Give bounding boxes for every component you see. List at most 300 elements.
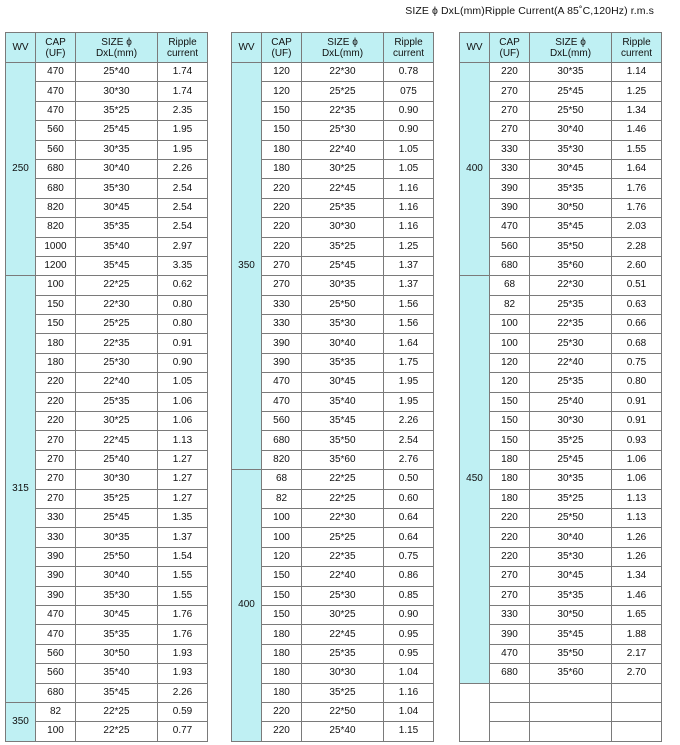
ripple-cell: 0.64 (384, 528, 434, 547)
cap-cell: 390 (490, 625, 530, 644)
size-cell: 22*45 (76, 431, 158, 450)
wv-cell: 450 (460, 276, 490, 683)
ripple-cell: 1.34 (612, 101, 662, 120)
header-line: (UF) (499, 47, 520, 59)
size-cell: 30*50 (530, 198, 612, 217)
ripple-cell: 0.59 (158, 702, 208, 721)
ripple-cell: 1.06 (158, 412, 208, 431)
size-cell: 25*45 (302, 256, 384, 275)
ripple-cell: 0.90 (384, 121, 434, 140)
ripple-cell: 2.26 (158, 683, 208, 702)
header-ripple (612, 33, 662, 63)
table-row (232, 218, 434, 237)
table-row (6, 605, 208, 624)
cap-cell: 270 (262, 276, 302, 295)
table-row (232, 353, 434, 372)
table-row (6, 547, 208, 566)
size-cell: 25*25 (302, 528, 384, 547)
ripple-cell: 0.90 (384, 101, 434, 120)
cap-cell: 220 (262, 702, 302, 721)
cap-cell: 220 (262, 237, 302, 256)
table-row (232, 256, 434, 275)
size-cell: 35*45 (76, 683, 158, 702)
header-size (530, 33, 612, 63)
cap-cell: 330 (262, 295, 302, 314)
table-row (6, 256, 208, 275)
table-row (6, 334, 208, 353)
cap-cell: 82 (262, 489, 302, 508)
size-cell: 35*60 (530, 664, 612, 683)
size-cell: 25*50 (530, 508, 612, 527)
size-cell: 30*50 (530, 605, 612, 624)
ripple-cell: 1.05 (384, 159, 434, 178)
size-cell: 22*40 (302, 140, 384, 159)
table-row (6, 179, 208, 198)
cap-cell: 1000 (36, 237, 76, 256)
header-row (460, 33, 662, 63)
table-row (460, 470, 662, 489)
table-row (232, 237, 434, 256)
table-row (6, 586, 208, 605)
size-cell: 25*45 (530, 450, 612, 469)
size-cell: 30*35 (76, 528, 158, 547)
wv-cell (460, 683, 490, 741)
ripple-cell: 1.56 (384, 295, 434, 314)
ripple-cell: 1.16 (384, 198, 434, 217)
table-row (232, 431, 434, 450)
header-cap (36, 33, 76, 63)
table-row (460, 101, 662, 120)
table-row (6, 198, 208, 217)
size-cell: 30*45 (76, 198, 158, 217)
table-row (6, 315, 208, 334)
ripple-cell: 2.54 (158, 198, 208, 217)
table-row (232, 334, 434, 353)
spec-table-2 (231, 32, 434, 742)
ripple-cell: 0.80 (158, 295, 208, 314)
cap-cell: 220 (490, 528, 530, 547)
size-cell: 30*40 (530, 121, 612, 140)
ripple-cell: 0.78 (384, 63, 434, 82)
ripple-cell: 0.80 (158, 315, 208, 334)
table-row (460, 159, 662, 178)
size-cell: 25*25 (302, 82, 384, 101)
wv-cell: 350 (6, 702, 36, 741)
size-cell: 35*35 (302, 353, 384, 372)
ripple-cell: 0.90 (384, 605, 434, 624)
cap-cell: 150 (262, 101, 302, 120)
cap-cell: 180 (490, 450, 530, 469)
ripple-cell (612, 683, 662, 702)
cap-cell: 390 (262, 353, 302, 372)
spec-table-1 (5, 32, 208, 742)
size-cell: 35*25 (76, 101, 158, 120)
table-row (6, 470, 208, 489)
table-row (232, 101, 434, 120)
header-row (232, 33, 434, 63)
cap-cell: 100 (262, 508, 302, 527)
ripple-cell: 1.76 (612, 179, 662, 198)
table-row (6, 63, 208, 82)
cap-cell: 180 (490, 470, 530, 489)
wv-cell: 350 (232, 63, 262, 470)
cap-cell: 150 (262, 121, 302, 140)
cap-cell: 100 (490, 315, 530, 334)
cap-cell: 560 (262, 412, 302, 431)
size-cell: 25*40 (530, 392, 612, 411)
size-cell: 22*50 (302, 702, 384, 721)
ripple-cell: 1.13 (612, 489, 662, 508)
cap-cell: 120 (262, 547, 302, 566)
ripple-cell: 1.06 (612, 470, 662, 489)
header-line: SIZE ϕ (101, 36, 132, 48)
ripple-cell: 0.93 (612, 431, 662, 450)
ripple-cell: 1.95 (384, 373, 434, 392)
table-row (460, 179, 662, 198)
table-row (232, 276, 434, 295)
size-cell: 22*25 (76, 722, 158, 741)
ripple-cell: 1.54 (158, 547, 208, 566)
ripple-cell: 0.91 (612, 412, 662, 431)
size-cell: 30*30 (76, 470, 158, 489)
table-row (460, 373, 662, 392)
size-cell: 25*50 (76, 547, 158, 566)
table-row (460, 237, 662, 256)
cap-cell: 390 (36, 547, 76, 566)
cap-cell: 100 (262, 528, 302, 547)
cap-cell: 470 (36, 63, 76, 82)
ripple-cell: 1.76 (612, 198, 662, 217)
cap-cell: 180 (262, 140, 302, 159)
cap-cell: 120 (490, 373, 530, 392)
cap-cell: 470 (490, 644, 530, 663)
cap-cell: 150 (36, 295, 76, 314)
table-row (460, 198, 662, 217)
table-row (232, 528, 434, 547)
header-line: (UF) (45, 47, 66, 59)
size-cell: 35*30 (302, 315, 384, 334)
ripple-cell: 1.15 (384, 722, 434, 741)
size-cell: 25*35 (302, 644, 384, 663)
ripple-cell: 1.55 (158, 567, 208, 586)
ripple-cell: 0.62 (158, 276, 208, 295)
cap-cell: 680 (36, 683, 76, 702)
size-cell: 35*30 (530, 547, 612, 566)
cap-cell: 470 (36, 82, 76, 101)
cap-cell: 820 (262, 450, 302, 469)
table-row (6, 101, 208, 120)
size-cell: 22*30 (302, 508, 384, 527)
table-row (232, 470, 434, 489)
ripple-cell: 1.25 (384, 237, 434, 256)
table-row (460, 567, 662, 586)
size-cell: 35*25 (76, 489, 158, 508)
cap-cell: 270 (490, 101, 530, 120)
header-wv: WV (460, 33, 490, 63)
ripple-cell: 0.90 (158, 353, 208, 372)
cap-cell: 68 (490, 276, 530, 295)
cap-cell: 220 (262, 218, 302, 237)
size-cell: 35*50 (530, 644, 612, 663)
cap-cell: 180 (262, 664, 302, 683)
size-cell: 30*45 (530, 567, 612, 586)
ripple-cell: 1.16 (384, 683, 434, 702)
ripple-cell: 1.35 (158, 508, 208, 527)
header-line: current (620, 47, 653, 59)
header-line: CAP (271, 36, 292, 48)
cap-cell: 150 (490, 392, 530, 411)
cap-cell: 470 (36, 605, 76, 624)
cap-cell (490, 683, 530, 702)
size-cell: 30*30 (302, 664, 384, 683)
size-cell: 22*40 (302, 567, 384, 586)
wv-cell: 250 (6, 63, 36, 276)
ripple-cell: 1.95 (384, 392, 434, 411)
size-cell: 30*30 (530, 412, 612, 431)
cap-cell: 270 (36, 470, 76, 489)
ripple-cell: 1.05 (384, 140, 434, 159)
size-cell: 22*25 (76, 702, 158, 721)
ripple-cell: 1.64 (384, 334, 434, 353)
table-row (232, 63, 434, 82)
cap-cell: 470 (490, 218, 530, 237)
ripple-cell: 0.50 (384, 470, 434, 489)
header-line: DxL(mm) (549, 47, 592, 59)
ripple-cell: 2.76 (384, 450, 434, 469)
size-cell: 25*30 (302, 121, 384, 140)
cap-cell: 150 (490, 431, 530, 450)
ripple-cell: 3.35 (158, 256, 208, 275)
cap-cell: 150 (262, 567, 302, 586)
cap-cell: 82 (490, 295, 530, 314)
header-line: DxL(mm) (321, 47, 364, 59)
size-cell: 25*35 (302, 198, 384, 217)
size-cell: 35*25 (530, 489, 612, 508)
ripple-cell: 0.64 (384, 508, 434, 527)
size-cell: 22*30 (530, 276, 612, 295)
table-row (460, 605, 662, 624)
cap-cell: 390 (36, 567, 76, 586)
cap-cell: 270 (262, 256, 302, 275)
cap-cell (490, 702, 530, 721)
size-cell: 22*40 (530, 353, 612, 372)
table-row (232, 198, 434, 217)
ripple-cell: 2.54 (158, 218, 208, 237)
cap-cell: 1200 (36, 256, 76, 275)
ripple-cell: 1.26 (612, 528, 662, 547)
cap-cell: 82 (36, 702, 76, 721)
cap-cell: 68 (262, 470, 302, 489)
spec-table-3 (459, 32, 662, 742)
table-row (460, 450, 662, 469)
header-ripple (384, 33, 434, 63)
table-row (460, 218, 662, 237)
table-row (232, 412, 434, 431)
header-line: SIZE ϕ (555, 36, 586, 48)
ripple-cell (612, 702, 662, 721)
header-line: CAP (45, 36, 66, 48)
header-line: current (166, 47, 199, 59)
size-cell: 30*40 (530, 528, 612, 547)
table-row (460, 295, 662, 314)
ripple-cell: 1.37 (384, 276, 434, 295)
cap-cell: 180 (262, 625, 302, 644)
ripple-cell: 1.37 (384, 256, 434, 275)
size-cell: 30*35 (530, 63, 612, 82)
ripple-cell: 0.95 (384, 644, 434, 663)
ripple-cell: 1.16 (384, 179, 434, 198)
header-line: SIZE ϕ (327, 36, 358, 48)
size-cell (530, 683, 612, 702)
size-cell: 25*50 (302, 295, 384, 314)
table-row (6, 159, 208, 178)
ripple-cell: 2.17 (612, 644, 662, 663)
size-cell: 25*45 (76, 121, 158, 140)
ripple-cell: 1.55 (612, 140, 662, 159)
table-row (232, 625, 434, 644)
table-row (232, 586, 434, 605)
ripple-cell: 1.05 (158, 373, 208, 392)
table-row (460, 392, 662, 411)
cap-cell: 470 (262, 392, 302, 411)
size-cell: 30*40 (76, 159, 158, 178)
ripple-cell: 2.54 (384, 431, 434, 450)
cap-cell: 220 (262, 198, 302, 217)
size-cell (530, 702, 612, 721)
cap-cell: 390 (490, 179, 530, 198)
cap-cell: 270 (490, 567, 530, 586)
table-row (232, 664, 434, 683)
size-cell: 35*35 (530, 586, 612, 605)
table-caption: SIZE ϕ DxL(mm)Ripple Current(A 85˚C,120Hz) r.m.s (405, 5, 654, 17)
cap-cell: 100 (36, 722, 76, 741)
table-row (6, 373, 208, 392)
header-wv: WV (232, 33, 262, 63)
cap-cell: 560 (36, 644, 76, 663)
cap-cell: 180 (262, 644, 302, 663)
size-cell: 30*50 (76, 644, 158, 663)
cap-cell: 220 (36, 392, 76, 411)
ripple-cell: 2.70 (612, 664, 662, 683)
ripple-cell: 1.95 (158, 140, 208, 159)
size-cell: 30*45 (530, 159, 612, 178)
wv-cell: 400 (460, 63, 490, 276)
size-cell: 25*45 (76, 508, 158, 527)
size-cell: 35*45 (530, 218, 612, 237)
table-row (6, 295, 208, 314)
table-row (460, 121, 662, 140)
ripple-cell: 1.93 (158, 644, 208, 663)
cap-cell: 270 (36, 489, 76, 508)
cap-cell: 150 (262, 586, 302, 605)
cap-cell: 120 (262, 82, 302, 101)
cap-cell: 680 (36, 179, 76, 198)
cap-cell: 680 (262, 431, 302, 450)
cap-cell: 100 (36, 276, 76, 295)
ripple-cell: 1.14 (612, 63, 662, 82)
table-row (6, 450, 208, 469)
table-row (232, 489, 434, 508)
size-cell: 35*25 (530, 431, 612, 450)
table-row (6, 644, 208, 663)
size-cell: 22*35 (302, 101, 384, 120)
header-ripple (158, 33, 208, 63)
cap-cell: 330 (36, 528, 76, 547)
table-row (460, 528, 662, 547)
cap-cell: 270 (36, 450, 76, 469)
size-cell: 25*30 (76, 353, 158, 372)
ripple-cell: 1.04 (384, 702, 434, 721)
table-row (6, 567, 208, 586)
table-row (460, 431, 662, 450)
table-row (460, 625, 662, 644)
ripple-cell: 1.64 (612, 159, 662, 178)
ripple-cell: 2.35 (158, 101, 208, 120)
table-row (460, 412, 662, 431)
cap-cell: 150 (490, 412, 530, 431)
ripple-cell: 0.68 (612, 334, 662, 353)
cap-cell: 390 (36, 586, 76, 605)
cap-cell: 270 (36, 431, 76, 450)
table-row (6, 353, 208, 372)
table-row (6, 276, 208, 295)
size-cell: 22*30 (76, 295, 158, 314)
size-cell: 35*35 (76, 218, 158, 237)
ripple-cell: 1.04 (384, 664, 434, 683)
table-row (232, 547, 434, 566)
size-cell: 30*35 (76, 140, 158, 159)
size-cell: 22*25 (76, 276, 158, 295)
size-cell: 35*50 (530, 237, 612, 256)
size-cell: 22*25 (302, 489, 384, 508)
header-row (6, 33, 208, 63)
table-row (460, 508, 662, 527)
cap-cell: 180 (36, 353, 76, 372)
table-row (232, 159, 434, 178)
ripple-cell: 1.13 (158, 431, 208, 450)
ripple-cell: 0.75 (612, 353, 662, 372)
size-cell: 25*25 (76, 315, 158, 334)
table-row (460, 722, 662, 741)
wv-cell: 400 (232, 470, 262, 741)
table-row (232, 295, 434, 314)
size-cell: 22*35 (302, 547, 384, 566)
header-line: Ripple (394, 36, 423, 48)
table-row (6, 489, 208, 508)
size-cell: 35*45 (302, 412, 384, 431)
size-cell: 30*25 (302, 159, 384, 178)
size-cell: 30*30 (76, 82, 158, 101)
ripple-cell: 1.65 (612, 605, 662, 624)
ripple-cell: 1.27 (158, 450, 208, 469)
cap-cell: 680 (490, 664, 530, 683)
cap-cell: 180 (490, 489, 530, 508)
ripple-cell: 1.27 (158, 489, 208, 508)
cap-cell (490, 722, 530, 741)
table-row (232, 605, 434, 624)
table-row (460, 702, 662, 721)
cap-cell: 220 (262, 179, 302, 198)
size-cell: 30*40 (76, 567, 158, 586)
ripple-cell: 2.97 (158, 237, 208, 256)
size-cell: 22*30 (302, 63, 384, 82)
size-cell: 35*40 (76, 664, 158, 683)
cap-cell: 270 (490, 82, 530, 101)
ripple-cell: 1.13 (612, 508, 662, 527)
table-row (6, 392, 208, 411)
cap-cell: 330 (36, 508, 76, 527)
table-row (460, 140, 662, 159)
